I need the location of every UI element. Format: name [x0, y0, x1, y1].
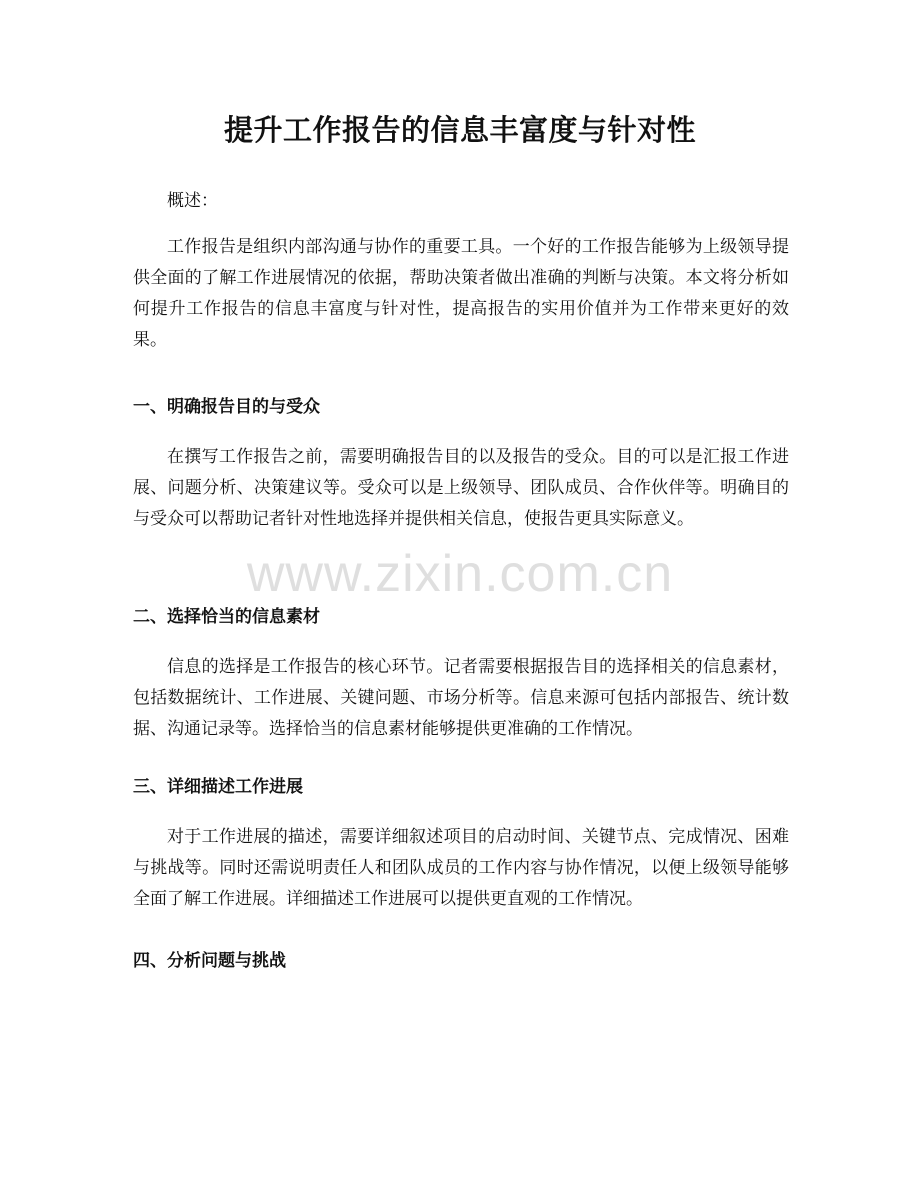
section-heading-1: 一、明确报告目的与受众: [133, 397, 320, 417]
watermark-text: www.zixin.com.cn: [246, 545, 674, 603]
section-body-2: 信息的选择是工作报告的核心环节。记者需要根据报告目的选择相关的信息素材，包括数据统计、工作进展、关键问题、市场分析等。信息来源可包括内部报告、统计数据、沟通记录等。选择恰当的信息素材能够提供更准确的工作情况。: [133, 657, 789, 739]
section-body-1: 在撰写工作报告之前，需要明确报告目的以及报告的受众。目的可以是汇报工作进展、问题分析、决策建议等。受众可以是上级领导、团队成员、合作伙伴等。明确目的与受众可以帮助记者针对性地选择并提供相关信息，使报告更具实际意义。: [133, 447, 789, 529]
overview-label: 概述：: [167, 191, 218, 211]
section-heading-4: 四、分析问题与挑战: [133, 951, 286, 971]
page-title: 提升工作报告的信息丰富度与针对性: [223, 113, 696, 147]
section-heading-2: 二、选择恰当的信息素材: [133, 607, 320, 627]
intro-paragraph: 工作报告是组织内部沟通与协作的重要工具。一个好的工作报告能够为上级领导提供全面的了解工作进展情况的依据，帮助决策者做出准确的判断与决策。本文将分析如何提升工作报告的信息丰富度与针对性，提高报告的实用价值并为工作带来更好的效果。: [133, 237, 789, 350]
section-body-3: 对于工作进展的描述，需要详细叙述项目的启动时间、关键节点、完成情况、困难与挑战等。同时还需说明责任人和团队成员的工作内容与协作情况，以便上级领导能够全面了解工作进展。详细描述工作进展可以提供更直观的工作情况。: [133, 827, 789, 909]
section-heading-3: 三、详细描述工作进展: [133, 777, 303, 797]
